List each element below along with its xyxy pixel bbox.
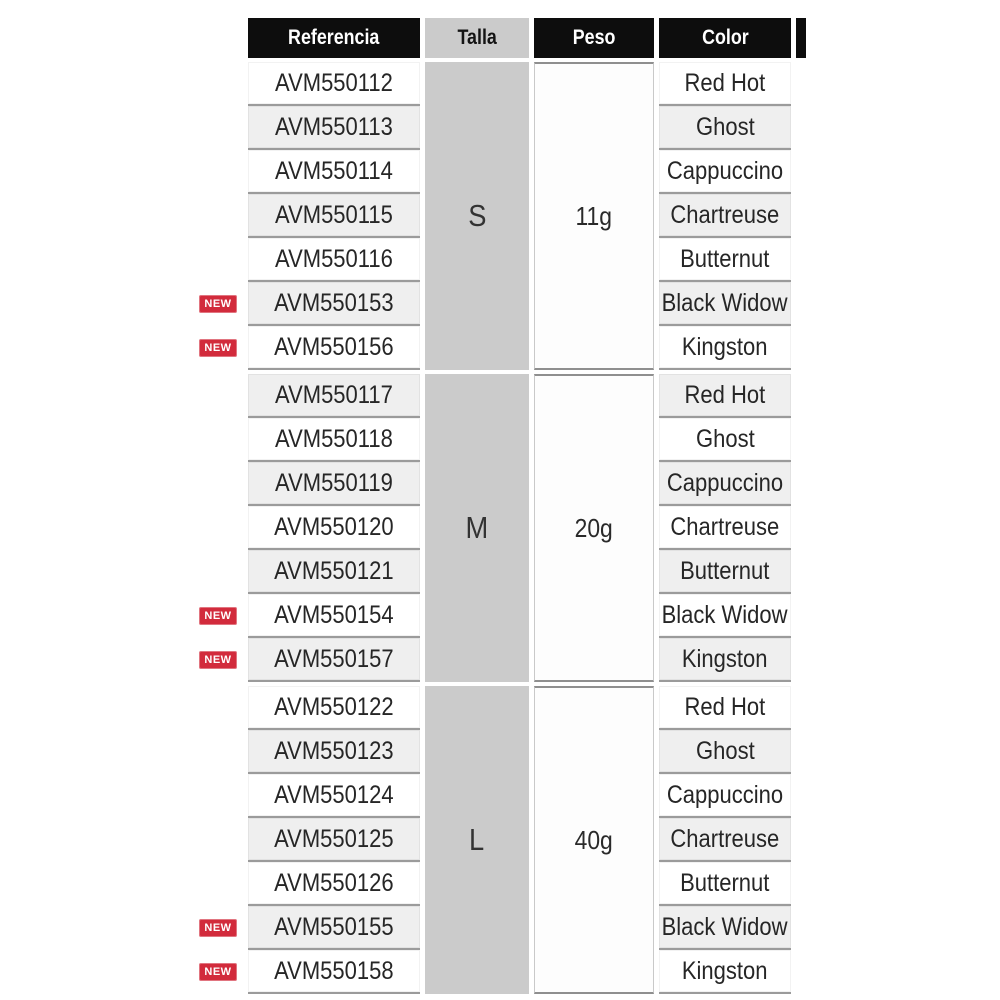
referencia-cell	[248, 106, 420, 150]
color-cell-label: Kingston	[682, 956, 768, 985]
new-badge-cell	[193, 818, 243, 862]
color-cell-label: Butternut	[680, 244, 770, 273]
column-header-color-label: Color	[701, 26, 749, 49]
table-body	[193, 62, 806, 994]
new-badge-cell	[193, 506, 243, 550]
color-cell-label: Chartreuse	[670, 200, 780, 229]
new-badge-cell	[193, 550, 243, 594]
referencia-cell	[248, 862, 420, 906]
color-cell	[659, 326, 791, 370]
new-badge: NEW	[199, 339, 236, 357]
referencia-cell	[248, 282, 420, 326]
color-cell-label: Cappuccino	[666, 468, 784, 497]
new-badge-cell	[193, 730, 243, 774]
new-badge-cell	[193, 194, 243, 238]
color-cell-label: Ghost	[695, 736, 755, 765]
new-badge: NEW	[199, 295, 236, 313]
color-cell-label: Cappuccino	[666, 780, 784, 809]
talla-merged-cell-label: L	[469, 822, 485, 857]
new-badge-cell	[193, 418, 243, 462]
color-cell	[659, 194, 791, 238]
color-cell-label: Chartreuse	[670, 512, 780, 541]
size-group-m	[193, 374, 806, 682]
referencia-cell	[248, 326, 420, 370]
referencia-cell-label: AVM550120	[274, 512, 394, 541]
peso-merged-cell-label: 11g	[575, 200, 613, 231]
new-badge-cell	[193, 686, 243, 730]
color-cell	[659, 106, 791, 150]
color-cell	[659, 638, 791, 682]
color-cell	[659, 150, 791, 194]
color-cell	[659, 462, 791, 506]
new-badge: NEW	[199, 963, 236, 981]
referencia-cell	[248, 150, 420, 194]
referencia-cell-label: AVM550124	[274, 780, 394, 809]
header-spacer	[193, 18, 243, 58]
color-cell	[659, 774, 791, 818]
color-cell-label: Black Widow	[662, 912, 788, 941]
referencia-cell	[248, 194, 420, 238]
color-cell-label: Red Hot	[684, 380, 766, 409]
referencia-cell	[248, 374, 420, 418]
color-cell	[659, 238, 791, 282]
new-badge-cell	[193, 374, 243, 418]
color-cell-label: Black Widow	[662, 288, 788, 317]
referencia-cell-label: AVM550125	[274, 824, 394, 853]
referencia-cell	[248, 950, 420, 994]
referencia-cell	[248, 238, 420, 282]
color-cell	[659, 62, 791, 106]
new-badge-cell	[193, 326, 243, 370]
color-cell	[659, 950, 791, 994]
new-badge-cell	[193, 774, 243, 818]
referencia-cell	[248, 594, 420, 638]
size-group-l	[193, 686, 806, 994]
referencia-cell-label: AVM550115	[275, 200, 393, 229]
new-badge-cell	[193, 62, 243, 106]
column-header-referencia	[248, 18, 420, 58]
peso-merged-cell-label: 20g	[574, 512, 614, 543]
color-cell	[659, 906, 791, 950]
referencia-cell	[248, 906, 420, 950]
referencia-cell-label: AVM550116	[275, 244, 393, 273]
referencia-cell-label: AVM550158	[274, 956, 394, 985]
color-cell	[659, 506, 791, 550]
referencia-cell-label: AVM550157	[274, 644, 394, 673]
new-badge: NEW	[199, 651, 236, 669]
color-cell-label: Butternut	[680, 868, 770, 897]
referencia-cell-label: AVM550156	[274, 332, 394, 361]
color-cell	[659, 686, 791, 730]
talla-merged-cell-label: S	[467, 198, 487, 233]
referencia-cell	[248, 418, 420, 462]
table-header-row	[193, 18, 806, 58]
referencia-cell	[248, 686, 420, 730]
column-header-color	[659, 18, 791, 58]
color-cell-label: Red Hot	[684, 68, 766, 97]
referencia-cell	[248, 506, 420, 550]
product-table	[193, 18, 806, 998]
color-cell-label: Kingston	[682, 644, 768, 673]
new-badge-cell	[193, 106, 243, 150]
new-badge: NEW	[199, 919, 236, 937]
referencia-cell-label: AVM550123	[274, 736, 394, 765]
referencia-cell	[248, 638, 420, 682]
color-cell-label: Kingston	[682, 332, 768, 361]
new-badge-cell	[193, 906, 243, 950]
color-cell	[659, 818, 791, 862]
talla-merged-cell	[425, 686, 529, 994]
new-badge-cell	[193, 462, 243, 506]
color-cell-label: Red Hot	[684, 692, 766, 721]
color-cell-label: Black Widow	[662, 600, 788, 629]
referencia-cell-label: AVM550154	[274, 600, 394, 629]
color-cell-label: Ghost	[695, 424, 755, 453]
peso-merged-cell	[534, 62, 654, 370]
peso-merged-cell	[534, 374, 654, 682]
referencia-cell	[248, 774, 420, 818]
referencia-cell-label: AVM550118	[275, 424, 393, 453]
referencia-cell-label: AVM550119	[275, 468, 393, 497]
size-group-s	[193, 62, 806, 370]
color-cell	[659, 594, 791, 638]
talla-merged-cell	[425, 374, 529, 682]
color-cell	[659, 282, 791, 326]
new-badge-cell	[193, 594, 243, 638]
referencia-cell-label: AVM550112	[275, 68, 393, 97]
color-cell-label: Chartreuse	[670, 824, 780, 853]
new-badge-cell	[193, 638, 243, 682]
referencia-cell	[248, 550, 420, 594]
color-cell	[659, 374, 791, 418]
color-cell-label: Cappuccino	[666, 156, 784, 185]
column-header-cutoff-stub	[796, 18, 806, 58]
column-header-peso	[534, 18, 654, 58]
color-cell	[659, 550, 791, 594]
peso-merged-cell	[534, 686, 654, 994]
new-badge: NEW	[199, 607, 236, 625]
referencia-cell-label: AVM550114	[275, 156, 393, 185]
color-cell	[659, 730, 791, 774]
referencia-cell-label: AVM550113	[275, 112, 393, 141]
talla-merged-cell-label: M	[465, 510, 489, 545]
column-header-peso-label: Peso	[572, 26, 616, 49]
referencia-cell	[248, 462, 420, 506]
new-badge-cell	[193, 950, 243, 994]
referencia-cell	[248, 818, 420, 862]
color-cell-label: Butternut	[680, 556, 770, 585]
referencia-cell	[248, 62, 420, 106]
new-badge-cell	[193, 150, 243, 194]
color-cell	[659, 862, 791, 906]
peso-merged-cell-label: 40g	[574, 824, 614, 855]
referencia-cell-label: AVM550122	[274, 692, 394, 721]
referencia-cell-label: AVM550153	[274, 288, 394, 317]
color-cell-label: Ghost	[695, 112, 755, 141]
column-header-talla	[425, 18, 529, 58]
referencia-cell-label: AVM550117	[275, 380, 393, 409]
new-badge-cell	[193, 238, 243, 282]
column-header-referencia-label: Referencia	[288, 26, 380, 49]
referencia-cell-label: AVM550121	[274, 556, 394, 585]
talla-merged-cell	[425, 62, 529, 370]
color-cell	[659, 418, 791, 462]
new-badge-cell	[193, 282, 243, 326]
referencia-cell-label: AVM550126	[274, 868, 394, 897]
referencia-cell	[248, 730, 420, 774]
column-header-talla-label: Talla	[457, 26, 497, 49]
referencia-cell-label: AVM550155	[274, 912, 394, 941]
new-badge-cell	[193, 862, 243, 906]
